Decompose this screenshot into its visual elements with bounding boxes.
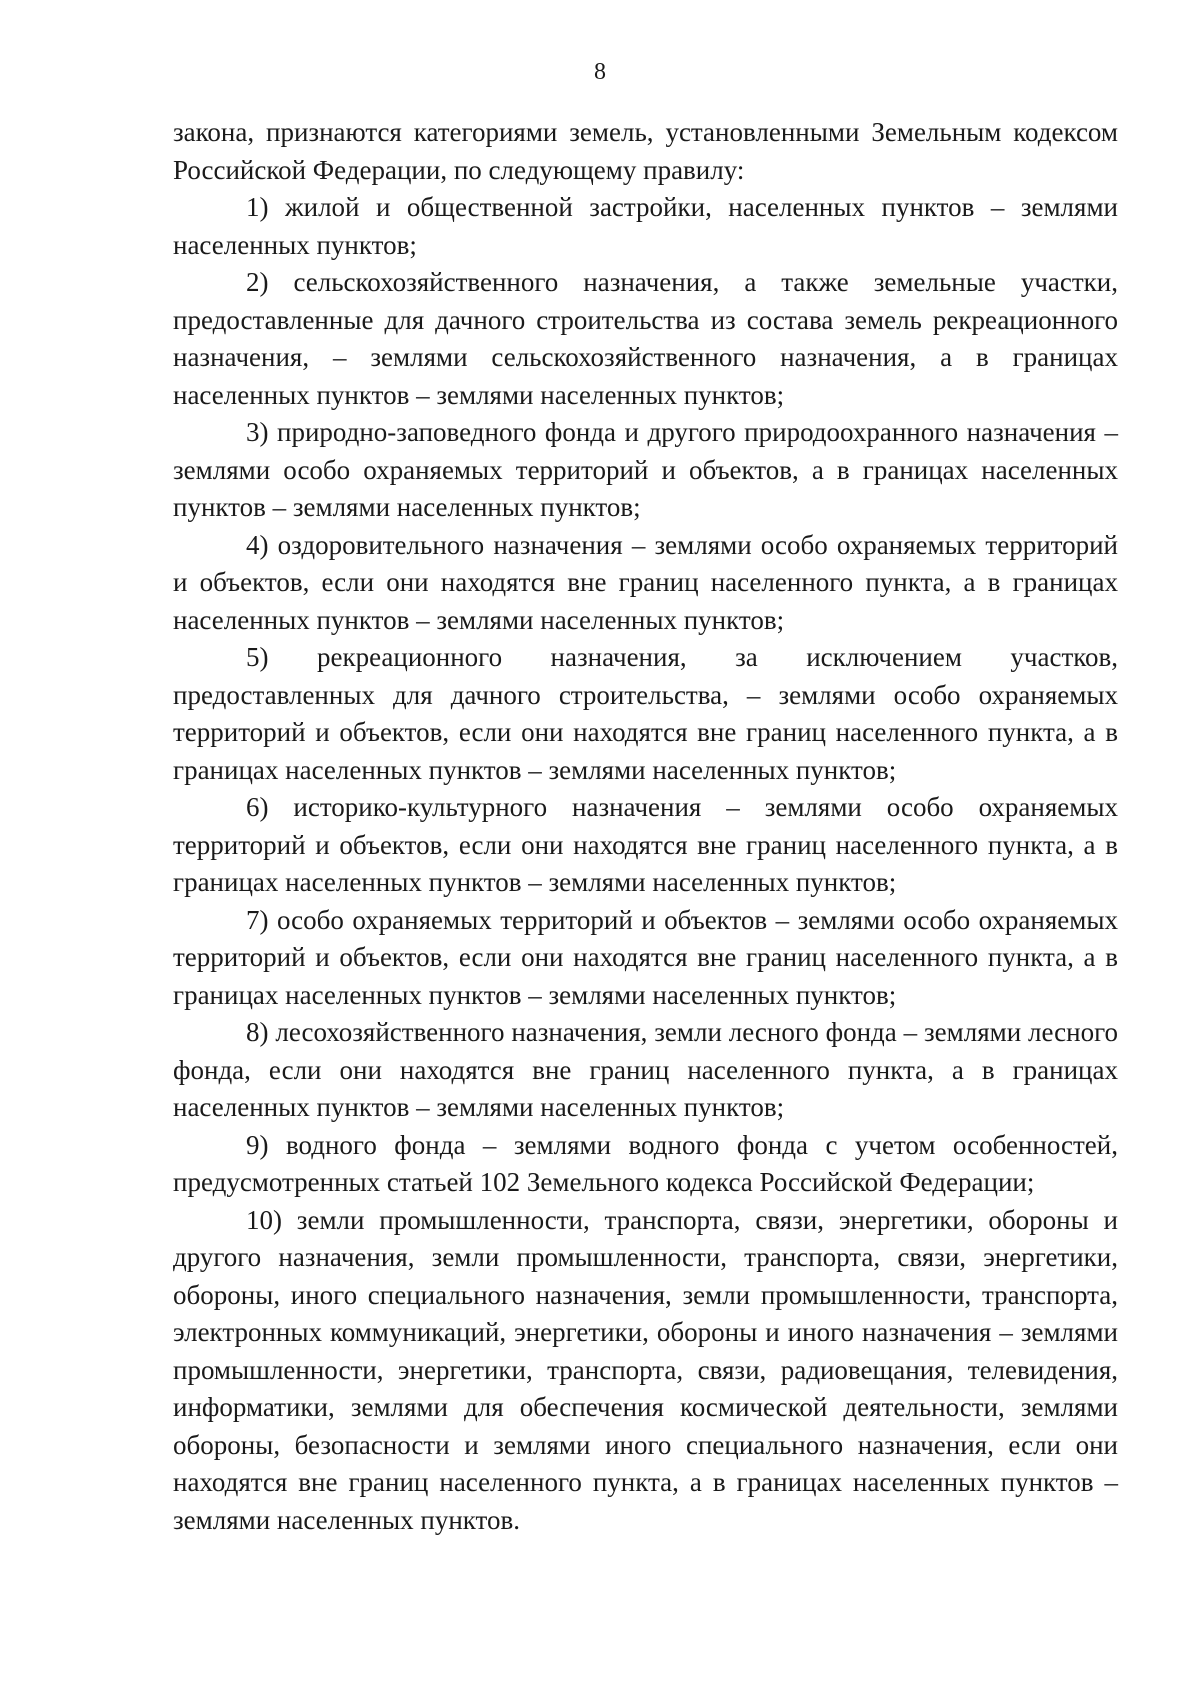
list-item-paragraph: 3) природно-заповедного фонда и другого природоохранного назначения – землями особо охраняемых территорий и объектов, а в границах населенных пунктов – землями населенных пунктов;	[173, 417, 1118, 522]
list-item-paragraph: 4) оздоровительного назначения – землями особо охраняемых территорий и объектов, если они находятся вне границ населенного пункта, а в границах населенных пунктов – землями населенных пунктов;	[173, 529, 1118, 635]
list-item-paragraph: 6) историко-культурного назначения – землями особо охраняемых территорий и объектов, если они находятся вне границ населенного пункта, а в границах населенных пунктов – землями населенных пунктов;	[173, 792, 1118, 897]
list-item-paragraph: 5) рекреационного назначения, за исключением участков, предоставленных для дачного строительства, – землями особо охраняемых территорий и объектов, если они находятся вне границ населенного пункта, а в границах населенных пунктов – землями населенных пунктов;	[173, 642, 1118, 785]
list-item-paragraph: 8) лесохозяйственного назначения, земли лесного фонда – землями лесного фонда, если они находятся вне границ населенного пункта, а в границах населенных пунктов – землями населенных пунктов;	[173, 1017, 1118, 1122]
list-item-paragraph: 7) особо охраняемых территорий и объектов – землями особо охраняемых территорий и объектов, если они находятся вне границ населенного пункта, а в границах населенных пунктов – землями населенных пунктов;	[173, 904, 1118, 1010]
page-number: 8	[594, 59, 606, 85]
list-item-paragraph: 2) сельскохозяйственного назначения, а также земельные участки, предоставленные для дачного строительства из состава земель рекреационного назначения, – землями сельскохозяйственного назначения, а в границах населенных пунктов – землями населенных пунктов;	[173, 267, 1118, 410]
list-item-paragraph: 9) водного фонда – землями водного фонда с учетом особенностей, предусмотренных статьей 102 Земельного кодекса Российской Федерации;	[173, 1129, 1118, 1197]
list-item-paragraph: 1) жилой и общественной застройки, населенных пунктов – землями населенных пунктов;	[173, 192, 1118, 260]
list-item-paragraph: 10) земли промышленности, транспорта, связи, энергетики, обороны и другого назначения, земли промышленности, транспорта, связи, энергетики, обороны, иного специального назначения, земли промышленности, транспорта, электронных коммуникаций, энергетики, обороны и иного назначения – землями промышленности, энергетики, транспорта, связи, радиовещания, телевидения, информатики, землями для обеспечения космической деятельности, землями обороны, безопасности и землями иного специального назначения, если они находятся вне границ населенного пункта, а в границах населенных пунктов – землями населенных пунктов.	[173, 1204, 1118, 1535]
paragraph-continuation: закона, признаются категориями земель, установленными Земельным кодексом Российской Федерации, по следующему правилу:	[173, 117, 1118, 185]
document-body	[173, 114, 1118, 1539]
